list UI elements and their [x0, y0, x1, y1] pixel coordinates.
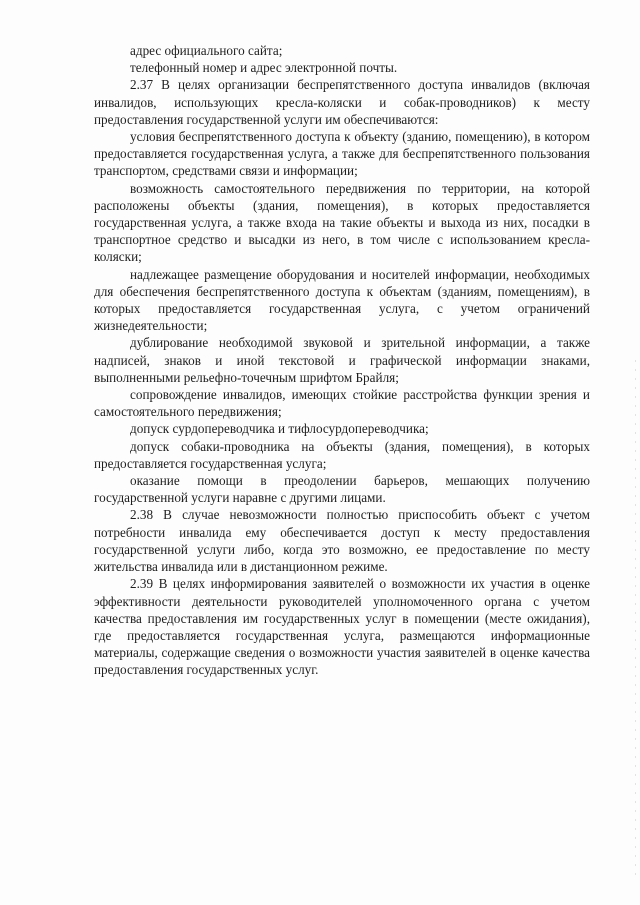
paragraph-access-conditions: условия беспрепятственного доступа к объекту (зданию, помещению), в котором предоставляется государственная услуга, а также для беспрепятственного пользования транспортом, средствами связи и информации;: [94, 129, 590, 179]
paragraph-equipment: надлежащее размещение оборудования и носителей информации, необходимых для обеспечения беспрепятственного доступа к объектам (зданиям, помещениям), в которых предоставляется государственная услуга, с учетом ограничений жизнедеятельности;: [94, 266, 590, 334]
paragraph-escort: сопровождение инвалидов, имеющих стойкие расстройства функции зрения и самостоятельного передвижения;: [94, 387, 590, 420]
paragraph-2-39: 2.39 В целях информирования заявителей о возможности их участия в оценке эффективности деятельности руководителей уполномоченного органа с учетом качества предоставления им государственных услуг в помещении (месте ожидания), где предоставляется государственная услуга, размещаются информационные материалы, содержащие сведения о возможности участия заявителей в оценке качества предоставления государственных услуг.: [94, 576, 590, 678]
paragraph-barriers: оказание помощи в преодолении барьеров, мешающих получению государственной услуги наравне с другими лицами.: [94, 473, 590, 506]
paragraph-braille: дублирование необходимой звуковой и зрительной информации, а также надписей, знаков и иной текстовой и графической информации знаками, выполненными рельефно-точечным шрифтом Брайля;: [94, 335, 590, 385]
paragraph-guide-dog: допуск собаки-проводника на объекты (здания, помещения), в которых предоставляется государственная услуга;: [94, 438, 590, 471]
paragraph-phone-email: телефонный номер и адрес электронной почты.: [130, 60, 398, 76]
paragraph-2-38: 2.38 В случае невозможности полностью приспособить объект с учетом потребности инвалида ему обеспечивается доступ к месту предоставления государственной услуги либо, когда это возможно, ее предоставление по месту жительства инвалида или в дистанционном режиме.: [94, 507, 590, 575]
paragraph-website: адрес официального сайта;: [130, 43, 283, 58]
scan-edge-artifact: [635, 360, 636, 880]
paragraph-movement: возможность самостоятельного передвижения по территории, на которой расположены объекты (здания, помещения), в которых предоставляется государственная услуга, а также входа на такие объекты и выхода из них, посадки в транспортное средство и высадки из него, в том числе с использованием кресла-коляски;: [94, 180, 590, 265]
paragraph-sign-interpreter: допуск сурдопереводчика и тифлосурдопереводчика;: [130, 421, 429, 437]
paragraph-2-37: 2.37 В целях организации беспрепятственного доступа инвалидов (включая инвалидов, использующих кресла-коляски и собак-проводников) к месту предоставления государственной услуги им обеспечиваются:: [94, 77, 590, 127]
document-body: [94, 42, 590, 679]
